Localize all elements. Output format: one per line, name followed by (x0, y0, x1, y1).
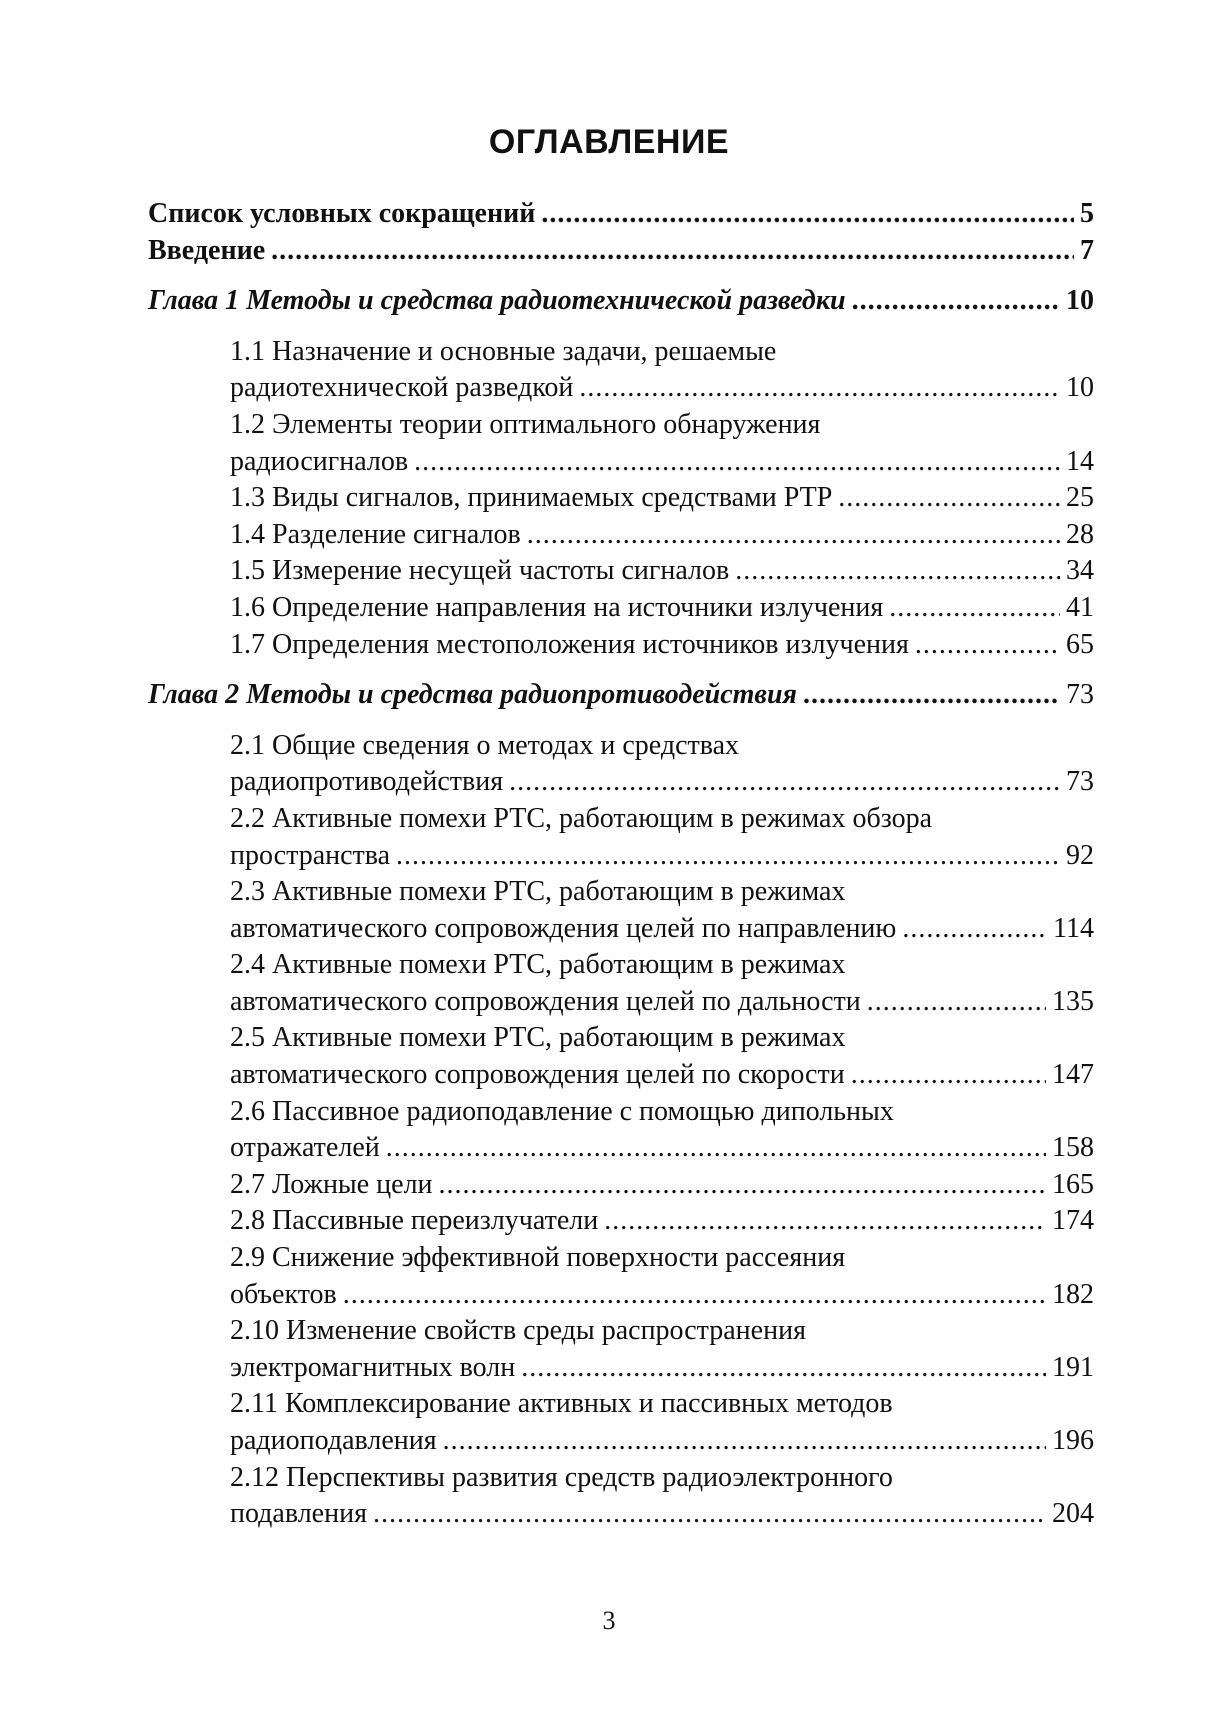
toc-page-number: 158 (1052, 1132, 1094, 1164)
toc-section-title: 1.5 Измерение несущей частоты сигналов (230, 555, 730, 587)
toc-section-title: 2.8 Пассивные переизлучатели (230, 1205, 599, 1237)
toc-section-2-1[interactable] (230, 728, 1094, 801)
toc-entry-abbreviations[interactable] (148, 196, 1094, 233)
toc-section-1-7[interactable] (230, 627, 1094, 664)
toc-chapter-title: Глава 1 Методы и средства радиотехнической разведки (148, 285, 846, 317)
dot-leader (527, 517, 1060, 554)
toc-page-number: 191 (1052, 1351, 1094, 1383)
dot-leader (439, 1167, 1046, 1204)
toc-section-1-1[interactable] (230, 334, 1094, 407)
toc-section-title-line: 2.2 Активные помехи РТС, работающим в режимах обзора (230, 802, 933, 834)
dot-leader (579, 370, 1060, 407)
toc-section-1-2[interactable] (230, 407, 1094, 480)
toc-section-title: пространства (230, 839, 391, 871)
toc-section-2-7[interactable] (230, 1167, 1094, 1204)
dot-leader (735, 553, 1060, 590)
toc-page-number: 135 (1052, 985, 1094, 1017)
toc-page-number: 73 (1066, 679, 1094, 711)
toc-section-title: подавления (230, 1498, 367, 1530)
dot-leader (271, 233, 1074, 270)
page-number: 3 (602, 1606, 616, 1635)
toc-section-title: радиосигналов (230, 445, 409, 477)
toc-page-number: 147 (1052, 1059, 1094, 1091)
toc-section-title-line: 2.11 Комплексирование активных и пассивных методов (230, 1388, 893, 1420)
toc-chapter-2[interactable] (148, 677, 1094, 714)
dot-leader (803, 677, 1060, 714)
toc-section-title: 2.7 Ложные цели (230, 1168, 433, 1200)
toc-section-2-6[interactable] (230, 1094, 1094, 1167)
toc-entry-introduction[interactable] (148, 233, 1094, 270)
dot-leader (521, 1350, 1046, 1387)
toc-page-number: 14 (1066, 445, 1094, 477)
dot-leader (396, 838, 1060, 875)
toc-section-title-line: 2.10 Изменение свойств среды распространения (230, 1315, 806, 1347)
dot-leader (889, 590, 1060, 627)
page-title: ОГЛАВЛЕНИЕ (488, 123, 730, 161)
toc-page-number: 28 (1066, 518, 1094, 550)
toc-section-title: радиотехнической разведкой (230, 372, 574, 404)
toc-section-title: электромагнитных волн (230, 1351, 516, 1383)
toc-section-2-3[interactable] (230, 874, 1094, 947)
toc-chapter-1[interactable] (148, 283, 1094, 320)
toc-section-title-line: 1.1 Назначение и основные задачи, решаемые (230, 335, 777, 367)
toc-entry-title: Список условных сокращений (148, 198, 536, 229)
toc-section-1-3[interactable] (230, 480, 1094, 517)
toc-page-number: 7 (1080, 234, 1094, 266)
toc-section-title: радиопротиводействия (230, 766, 504, 798)
dot-leader (852, 283, 1060, 320)
toc-section-title-line: 2.1 Общие сведения о методах и средствах (230, 729, 740, 761)
toc-section-title: 1.4 Разделение сигналов (230, 518, 521, 550)
toc-section-2-4[interactable] (230, 947, 1094, 1020)
toc-page-number: 41 (1066, 591, 1094, 623)
toc-section-title-line: 2.3 Активные помехи РТС, работающим в режимах (230, 876, 846, 908)
toc-section-2-5[interactable] (230, 1020, 1094, 1093)
toc-section-title: 1.6 Определение направления на источники излучения (230, 591, 884, 623)
toc-section-title-line: 2.9 Снижение эффективной поверхности рассеяния (230, 1242, 846, 1274)
toc-section-title-line: 2.12 Перспективы развития средств радиоэлектронного (230, 1461, 893, 1493)
dot-leader (915, 627, 1060, 664)
toc-section-title: автоматического сопровождения целей по направлению (230, 912, 897, 944)
toc-entry-title: Введение (148, 234, 266, 266)
toc-section-2-12[interactable] (230, 1460, 1094, 1533)
toc-section-title-line: 2.5 Активные помехи РТС, работающим в режимах (230, 1022, 846, 1054)
dot-leader (867, 984, 1046, 1021)
toc-section-2-8[interactable] (230, 1203, 1094, 1240)
toc-section-1-4[interactable] (230, 517, 1094, 554)
toc-chapter-title: Глава 2 Методы и средства радиопротиводействия (148, 679, 797, 711)
toc-section-title-line: 2.6 Пассивное радиоподавление с помощью дипольных (230, 1095, 894, 1127)
toc-page-number: 5 (1080, 198, 1094, 229)
toc-page-number: 10 (1066, 372, 1094, 404)
toc-page-number: 182 (1052, 1278, 1094, 1310)
table-of-contents (148, 196, 1094, 1533)
dot-leader (509, 764, 1060, 801)
toc-section-2-2[interactable] (230, 801, 1094, 874)
toc-page-number: 34 (1066, 555, 1094, 587)
dot-leader (343, 1277, 1046, 1314)
toc-section-title: автоматического сопровождения целей по скорости (230, 1059, 845, 1091)
toc-page-number: 204 (1052, 1498, 1094, 1530)
toc-page-number: 65 (1066, 628, 1094, 660)
toc-section-title: радиоподавления (230, 1425, 437, 1456)
toc-section-title: 1.7 Определения местоположения источников излучения (230, 628, 909, 660)
toc-page-number: 196 (1052, 1425, 1094, 1456)
dot-leader (414, 444, 1060, 481)
toc-section-title-line: 2.4 Активные помехи РТС, работающим в режимах (230, 949, 846, 981)
dot-leader (838, 480, 1060, 517)
toc-page-number: 73 (1066, 766, 1094, 798)
toc-page-number: 165 (1052, 1168, 1094, 1200)
toc-section-title: 1.3 Виды сигналов, принимаемых средствами РТР (230, 482, 833, 514)
toc-page-number: 174 (1052, 1205, 1094, 1237)
dot-leader (443, 1423, 1046, 1460)
toc-section-1-6[interactable] (230, 590, 1094, 627)
toc-section-2-10[interactable] (230, 1313, 1094, 1386)
toc-section-1-5[interactable] (230, 553, 1094, 590)
toc-section-title: объектов (230, 1278, 337, 1310)
dot-leader (851, 1057, 1046, 1094)
dot-leader (902, 911, 1047, 948)
dot-leader (373, 1496, 1046, 1533)
toc-section-title: автоматического сопровождения целей по дальности (230, 985, 861, 1017)
dot-leader (541, 196, 1074, 233)
toc-section-2-11[interactable] (230, 1386, 1094, 1459)
toc-page-number: 25 (1066, 482, 1094, 514)
toc-section-2-9[interactable] (230, 1240, 1094, 1313)
toc-section-title-line: 1.2 Элементы теории оптимального обнаружения (230, 408, 821, 440)
toc-page-number: 114 (1053, 912, 1094, 944)
dot-leader (604, 1203, 1046, 1240)
toc-page-number: 10 (1066, 285, 1094, 317)
toc-page-number: 92 (1066, 839, 1094, 871)
toc-section-title: отражателей (230, 1132, 380, 1164)
dot-leader (386, 1130, 1046, 1167)
